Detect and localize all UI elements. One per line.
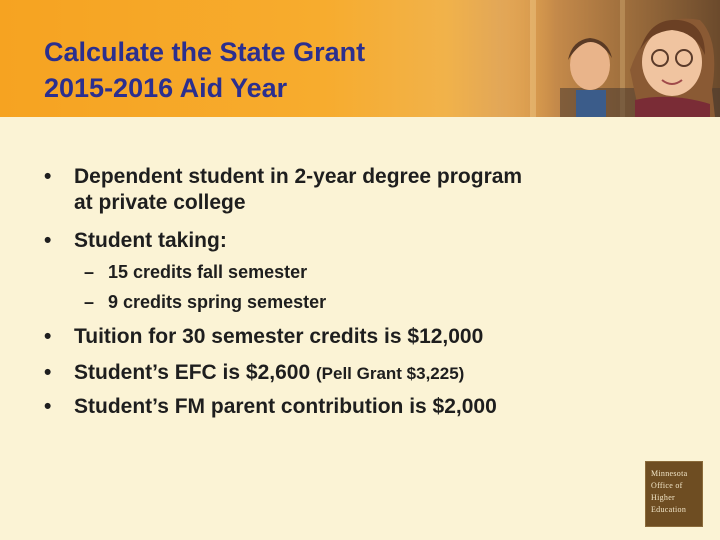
bullet-marker: •: [44, 361, 52, 384]
logo-line-3: Higher: [651, 493, 676, 502]
sub-bullet-text: 15 credits fall semester: [108, 262, 308, 282]
bullet-marker: •: [44, 229, 52, 252]
sub-bullet-text: 9 credits spring semester: [108, 292, 327, 312]
sub-bullet-marker: –: [84, 262, 95, 282]
bullet-marker: •: [44, 325, 52, 348]
sub-bullet-spring: [84, 291, 327, 313]
logo-line-4: Education: [651, 505, 687, 514]
logo-text: [651, 468, 687, 516]
bullet-text: Student taking:: [74, 229, 227, 252]
bullet-parent-contribution: [44, 394, 497, 420]
bullet-text: Tuition for 30 semester credits is $12,000: [74, 325, 484, 348]
title-line-1: Calculate the State Grant: [44, 37, 366, 67]
logo-line-1: Minnesota: [651, 469, 688, 478]
logo-line-2: Office of: [651, 481, 683, 490]
bullet-marker: •: [44, 165, 52, 188]
bullet-text: Student’s EFC is $2,600: [74, 361, 311, 384]
sub-bullet-marker: –: [84, 292, 95, 312]
sub-bullet-fall: [84, 261, 308, 283]
bullet-text-continued: at private college: [74, 191, 246, 214]
pell-grant-note: (Pell Grant $3,225): [315, 364, 465, 383]
bullet-student-taking: [44, 228, 227, 254]
bullet-efc: [44, 360, 465, 387]
bullet-text: Student’s FM parent contribution is $2,000: [74, 395, 497, 418]
bullet-dependent-student: [44, 164, 523, 216]
mohe-logo: [645, 461, 703, 527]
bullet-text: Dependent student in 2-year degree program: [74, 165, 523, 188]
bullet-marker: •: [44, 395, 52, 418]
bullet-tuition: [44, 324, 484, 350]
title-line-2: 2015-2016 Aid Year: [44, 73, 288, 103]
